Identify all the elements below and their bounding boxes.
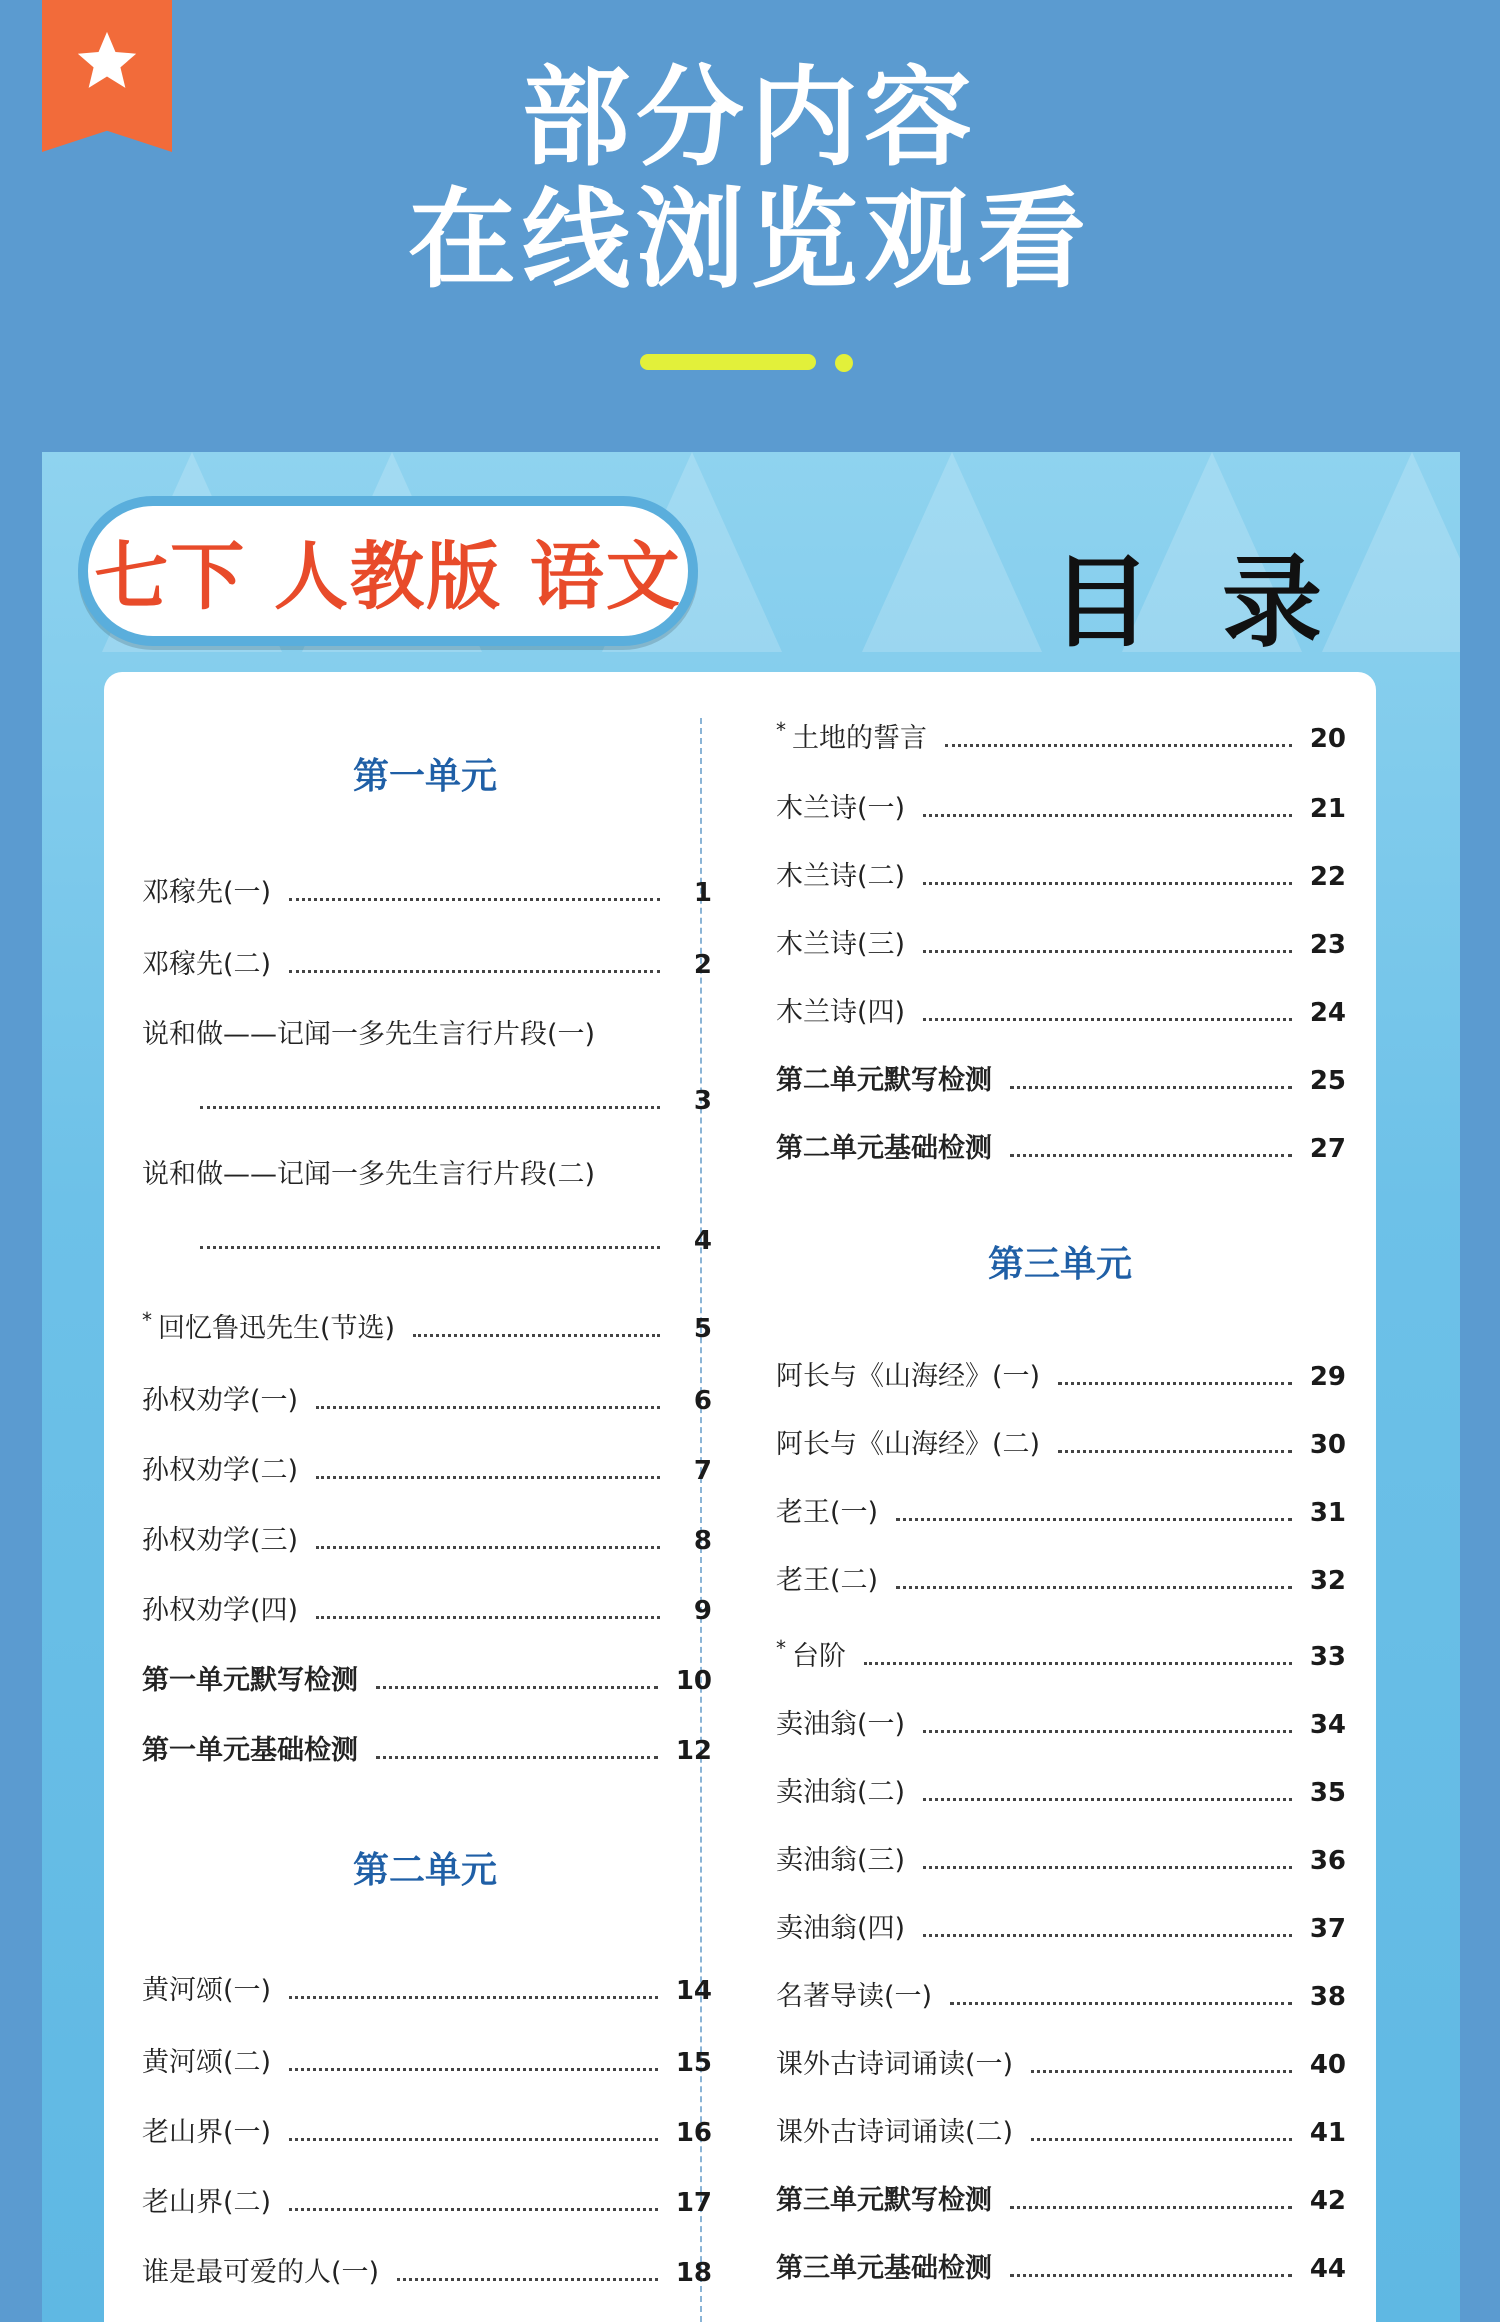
toc-entry-label: 老山界(一) <box>142 2117 272 2148</box>
dot-leader <box>945 744 1292 747</box>
toc-heading: 目 录 <box>1051 544 1340 661</box>
dot-leader <box>316 1476 660 1479</box>
toc-entry-label: 说和做——记闻一多先生言行片段(二) <box>142 1159 596 1190</box>
toc-entry[interactable] <box>776 1838 1346 1877</box>
toc-page-number: 32 <box>1309 1566 1346 1596</box>
toc-page-number: 31 <box>1309 1498 1346 1528</box>
toc-entry-label: * 土地的誓言 <box>776 718 927 754</box>
toc-entry[interactable] <box>776 786 1346 825</box>
toc-entry-label: 名著导读(一) <box>776 1981 933 2012</box>
toc-page-number: 3 <box>693 1086 712 1116</box>
dot-leader <box>923 814 1292 817</box>
toc-page-number: 40 <box>1309 2050 1346 2080</box>
toc-entry[interactable] <box>776 1058 1346 1097</box>
toc-entry-label: 老王(二) <box>776 1565 879 1596</box>
toc-entry-label: 阿长与《山海经》(二) <box>776 1429 1041 1460</box>
toc-entry-label: 卖油翁(三) <box>776 1845 906 1876</box>
toc-page-number: 41 <box>1309 2118 1346 2148</box>
toc-page-number: 16 <box>675 2118 712 2148</box>
toc-page-number: 27 <box>1309 1134 1346 1164</box>
toc-entry-label: * 台阶 <box>776 1636 846 1672</box>
toc-entry[interactable] <box>776 2246 1346 2285</box>
toc-entry[interactable] <box>776 1558 1346 1597</box>
toc-entry-label: 孙权劝学(三) <box>142 1525 299 1556</box>
toc-page-number: 1 <box>693 878 712 908</box>
toc-entry[interactable] <box>142 2040 712 2079</box>
toc-page-number: 44 <box>1309 2254 1346 2284</box>
dot-leader <box>950 2002 1292 2005</box>
dot-leader <box>1031 2138 1292 2141</box>
toc-page-number: 7 <box>693 1456 712 1486</box>
toc-entry[interactable] <box>142 2250 712 2289</box>
dot-leader <box>316 1406 660 1409</box>
unit-heading: 第一单元 <box>352 755 497 797</box>
toc-entry-label: 木兰诗(三) <box>776 929 906 960</box>
toc-page-number: 4 <box>693 1226 712 1256</box>
accent-bar <box>640 354 816 370</box>
toc-entry[interactable] <box>142 870 712 909</box>
dot-leader <box>923 1730 1292 1733</box>
dot-leader <box>289 2068 658 2071</box>
dot-leader <box>864 1662 1292 1665</box>
toc-entry-label: 课外古诗词诵读(一) <box>776 2049 1014 2080</box>
toc-entry[interactable] <box>776 1422 1346 1461</box>
toc-entry-label: 木兰诗(四) <box>776 997 906 1028</box>
toc-page-number: 34 <box>1309 1710 1346 1740</box>
toc-page-number: 38 <box>1309 1982 1346 2012</box>
toc-page-number: 20 <box>1309 724 1346 754</box>
dot-leader <box>289 970 660 973</box>
toc-entry-label: 课外古诗词诵读(二) <box>776 2117 1014 2148</box>
toc-entry[interactable] <box>200 1226 712 1256</box>
toc-page-number: 42 <box>1309 2186 1346 2216</box>
promo-headline <box>0 58 1500 302</box>
toc-entry-title <box>142 1012 712 1051</box>
dot-leader <box>1010 2206 1292 2209</box>
toc-entry-label: 第二单元默写检测 <box>776 1065 992 1096</box>
toc-page-number: 5 <box>693 1314 712 1344</box>
toc-entry[interactable] <box>776 716 1346 755</box>
optional-marker: * <box>142 1308 152 1332</box>
toc-entry-label: 第一单元基础检测 <box>142 1735 358 1766</box>
toc-entry[interactable] <box>776 2042 1346 2081</box>
dot-leader <box>413 1334 660 1337</box>
optional-marker: * <box>776 1636 786 1660</box>
dot-leader <box>289 2208 658 2211</box>
dot-leader <box>923 882 1292 885</box>
headline-line-2: 在线浏览观看 <box>407 178 1092 303</box>
toc-entry[interactable] <box>776 1126 1346 1165</box>
dot-leader <box>923 1018 1292 1021</box>
toc-entry[interactable] <box>142 1968 712 2007</box>
headline-line-1: 部分内容 <box>521 56 978 181</box>
dot-leader <box>289 2138 658 2141</box>
dot-leader <box>200 1106 660 1109</box>
toc-entry-label: 木兰诗(二) <box>776 861 906 892</box>
dot-leader <box>316 1546 660 1549</box>
toc-page-number: 24 <box>1309 998 1346 1028</box>
toc-entry[interactable] <box>142 1658 712 1697</box>
toc-entry[interactable] <box>776 990 1346 1029</box>
toc-entry[interactable] <box>776 922 1346 961</box>
dot-leader <box>376 1686 658 1689</box>
toc-page-number: 23 <box>1309 930 1346 960</box>
toc-page-number: 22 <box>1309 862 1346 892</box>
toc-page-number: 2 <box>693 950 712 980</box>
toc-entry-label: 邓稼先(二) <box>142 949 272 980</box>
dot-leader <box>316 1616 660 1619</box>
toc-entry-label: * 回忆鲁迅先生(节选) <box>142 1308 396 1344</box>
toc-entry[interactable] <box>776 1354 1346 1393</box>
unit-heading: 第二单元 <box>352 1849 497 1891</box>
toc-page-number: 8 <box>693 1526 712 1556</box>
toc-entry[interactable] <box>142 1378 712 1417</box>
toc-entry[interactable] <box>142 2180 712 2219</box>
dot-leader <box>1031 2070 1292 2073</box>
toc-entry-label: 卖油翁(一) <box>776 1709 906 1740</box>
optional-marker: * <box>776 718 786 742</box>
toc-entry[interactable] <box>776 1974 1346 2013</box>
toc-entry[interactable] <box>142 942 712 981</box>
toc-entry-label: 第三单元基础检测 <box>776 2253 992 2284</box>
dot-leader <box>1058 1450 1292 1453</box>
dot-leader <box>397 2278 658 2281</box>
toc-page-number: 25 <box>1309 1066 1346 1096</box>
dot-leader <box>376 1756 658 1759</box>
toc-entry[interactable] <box>142 1306 712 1345</box>
toc-page-number: 21 <box>1309 794 1346 824</box>
dot-leader <box>200 1246 660 1249</box>
toc-page-number: 37 <box>1309 1914 1346 1944</box>
toc-entry[interactable] <box>776 1770 1346 1809</box>
toc-entry-label: 卖油翁(二) <box>776 1777 906 1808</box>
toc-page-number: 14 <box>675 1976 712 2006</box>
toc-entry[interactable] <box>776 854 1346 893</box>
dot-leader <box>1010 2274 1292 2277</box>
toc-entry[interactable] <box>142 2110 712 2149</box>
dot-leader <box>289 1996 658 1999</box>
book-tag <box>78 496 698 646</box>
toc-entry-label: 黄河颂(二) <box>142 2047 272 2078</box>
toc-entry[interactable] <box>200 1086 712 1116</box>
toc-entry[interactable] <box>142 1518 712 1557</box>
dot-leader <box>923 1866 1292 1869</box>
toc-page-number: 9 <box>693 1596 712 1626</box>
toc-entry[interactable] <box>142 1588 712 1627</box>
toc-entry-label: 谁是最可爱的人(一) <box>142 2257 380 2288</box>
toc-entry-label: 孙权劝学(四) <box>142 1595 299 1626</box>
dot-leader <box>1058 1382 1292 1385</box>
toc-page-number: 33 <box>1309 1642 1346 1672</box>
dot-leader <box>1010 1154 1292 1157</box>
toc-entry[interactable] <box>776 1490 1346 1529</box>
accent-dot <box>835 354 853 372</box>
toc-page-number: 35 <box>1309 1778 1346 1808</box>
toc-page-number: 15 <box>675 2048 712 2078</box>
toc-entry-label: 老山界(二) <box>142 2187 272 2218</box>
dot-leader <box>923 1934 1292 1937</box>
toc-entry[interactable] <box>776 1634 1346 1673</box>
toc-entry-label: 第三单元默写检测 <box>776 2185 992 2216</box>
toc-entry-label: 卖油翁(四) <box>776 1913 906 1944</box>
dot-leader <box>289 898 660 901</box>
dot-leader <box>896 1586 1292 1589</box>
toc-entry-label: 老王(一) <box>776 1497 879 1528</box>
toc-page-number: 17 <box>675 2188 712 2218</box>
unit-heading: 第三单元 <box>987 1243 1132 1285</box>
toc-entry-label: 木兰诗(一) <box>776 793 906 824</box>
dot-leader <box>1010 1086 1292 1089</box>
toc-entry[interactable] <box>776 1906 1346 1945</box>
toc-entry[interactable] <box>776 2110 1346 2149</box>
toc-page-number: 6 <box>693 1386 712 1416</box>
toc-entry-label: 邓稼先(一) <box>142 877 272 908</box>
dot-leader <box>923 1798 1292 1801</box>
dot-leader <box>896 1518 1292 1521</box>
toc-entry-title <box>142 1152 712 1191</box>
toc-entry[interactable] <box>776 1702 1346 1741</box>
toc-entry[interactable] <box>142 1728 712 1767</box>
toc-entry-label: 说和做——记闻一多先生言行片段(一) <box>142 1019 596 1050</box>
dot-leader <box>923 950 1292 953</box>
toc-entry[interactable] <box>776 2178 1346 2217</box>
toc-page-number: 12 <box>675 1736 712 1766</box>
toc-entry-label: 阿长与《山海经》(一) <box>776 1361 1041 1392</box>
toc-page-number: 36 <box>1309 1846 1346 1876</box>
toc-entry[interactable] <box>142 1448 712 1487</box>
toc-page-number: 29 <box>1309 1362 1346 1392</box>
toc-entry-label: 黄河颂(一) <box>142 1975 272 2006</box>
toc-entry-label: 第二单元基础检测 <box>776 1133 992 1164</box>
toc-entry-label: 孙权劝学(二) <box>142 1455 299 1486</box>
toc-entry-label: 孙权劝学(一) <box>142 1385 299 1416</box>
toc-page-number: 18 <box>675 2258 712 2288</box>
toc-page-number: 30 <box>1309 1430 1346 1460</box>
book-tag-label: 七下 人教版 语文 <box>94 534 682 620</box>
toc-page-number: 10 <box>675 1666 712 1696</box>
toc-entry-label: 第一单元默写检测 <box>142 1665 358 1696</box>
